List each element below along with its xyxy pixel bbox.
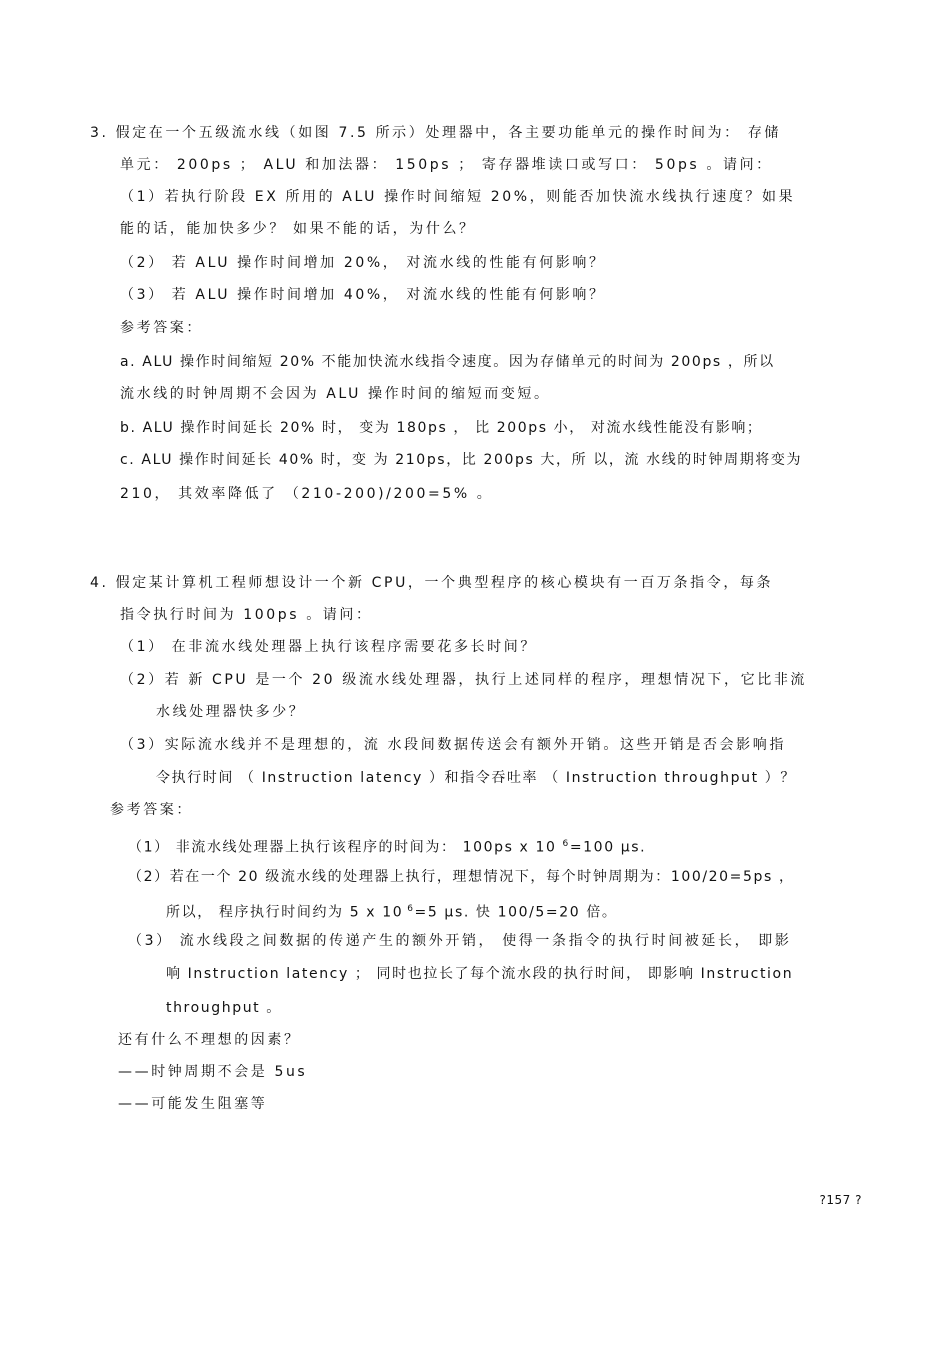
q3-answer-b: b. ALU 操作时间延长 20% 时， 变为 180ps ， 比 200ps 小， 对流水线性能没有影响； [120, 420, 763, 436]
q4-answer-1 [128, 835, 646, 857]
q4-answer-3-line-3: throughput 。 [166, 1000, 282, 1016]
q3-reference-heading: 参考答案： [120, 320, 203, 336]
q4-answer-3-line-1: （3） 流水线段之间数据的传递产生的额外开销， 使得一条指令的执行时间被延长， 即影 [128, 933, 792, 949]
q4-answer-3-line-2: 响 Instruction latency ； 同时也拉长了每个流水段的执行时间， 即影响 Instruction [166, 966, 794, 982]
q4-line-5: 水线处理器快多少？ [156, 704, 306, 720]
q4-line-4: （2）若 新 CPU 是一个 20 级流水线处理器，执行上述同样的程序，理想情况下，它比非流 [120, 672, 808, 688]
q3-line-5: （2） 若 ALU 操作时间增加 20%， 对流水线的性能有何影响？ [120, 255, 606, 271]
q4-answer-1-exponent: 6 [562, 839, 570, 849]
q4-answer-1-result: =100 μs. [569, 839, 647, 856]
q3-answer-c-line-1: c. ALU 操作时间延长 40% 时，变 为 210ps，比 200ps 大，所 以，流 水线的时钟周期将变为 [120, 452, 803, 468]
q3-line-3: （1）若执行阶段 EX 所用的 ALU 操作时间缩短 20%，则能否加快流水线执行速度？如果 [120, 189, 796, 205]
q4-more-factors: 还有什么不理想的因素？ [118, 1032, 301, 1048]
q4-answer-2-line-1: （2）若在一个 20 级流水线的处理器上执行，理想情况下，每个时钟周期为：100/20=5ps ， [128, 869, 795, 885]
q3-line-2: 单元： 200ps ； ALU 和加法器： 150ps ； 寄存器堆读口或写口： 50ps 。请问： [120, 157, 773, 173]
q3-answer-a-line-1: a. ALU 操作时间缩短 20% 不能加快流水线指令速度。因为存储单元的时间为 200ps ，所以 [120, 354, 775, 370]
q3-line-6: （3） 若 ALU 操作时间增加 40%， 对流水线的性能有何影响？ [120, 287, 606, 303]
q3-line-4: 能的话，能加快多少？ 如果不能的话，为什么？ [120, 221, 476, 237]
q4-answer-2-exponent: 6 [407, 904, 415, 914]
q4-line-7: 令执行时间 （ Instruction latency ）和指令吞吐率 （ Instruction throughput ）？ [156, 770, 796, 786]
q4-line-2: 指令执行时间为 100ps 。请问： [120, 607, 373, 623]
q4-answer-2-line-2 [166, 900, 618, 922]
q4-answer-2-text: 所以， 程序执行时间约为 5 x 10 [166, 904, 404, 921]
q4-more-factor-1: ——时钟周期不会是 5us [118, 1064, 308, 1080]
page-number: ?157 ? [819, 1193, 862, 1207]
q4-reference-heading: 参考答案： [110, 802, 193, 818]
q4-more-factor-2: ——可能发生阻塞等 [118, 1096, 268, 1112]
q4-line-3: （1） 在非流水线处理器上执行该程序需要花多长时间？ [120, 639, 537, 655]
q3-answer-a-line-2: 流水线的时钟周期不会因为 ALU 操作时间的缩短而变短。 [120, 386, 551, 402]
q4-line-6: （3）实际流水线并不是理想的，流 水段间数据传送会有额外开销。这些开销是否会影响指 [120, 737, 786, 753]
q3-answer-c-line-2: 210， 其效率降低了 （210-200)/200=5% 。 [120, 486, 494, 502]
q4-answer-2-result: =5 μs. 快 100/5=20 倍。 [414, 904, 618, 921]
q4-line-1: 4. 假定某计算机工程师想设计一个新 CPU，一个典型程序的核心模块有一百万条指令，每条 [90, 575, 774, 591]
q4-answer-1-text: （1） 非流水线处理器上执行该程序的时间为： 100ps x 10 [128, 839, 557, 856]
q3-line-1: 3. 假定在一个五级流水线（如图 7.5 所示）处理器中，各主要功能单元的操作时间为： 存储 [90, 125, 782, 141]
